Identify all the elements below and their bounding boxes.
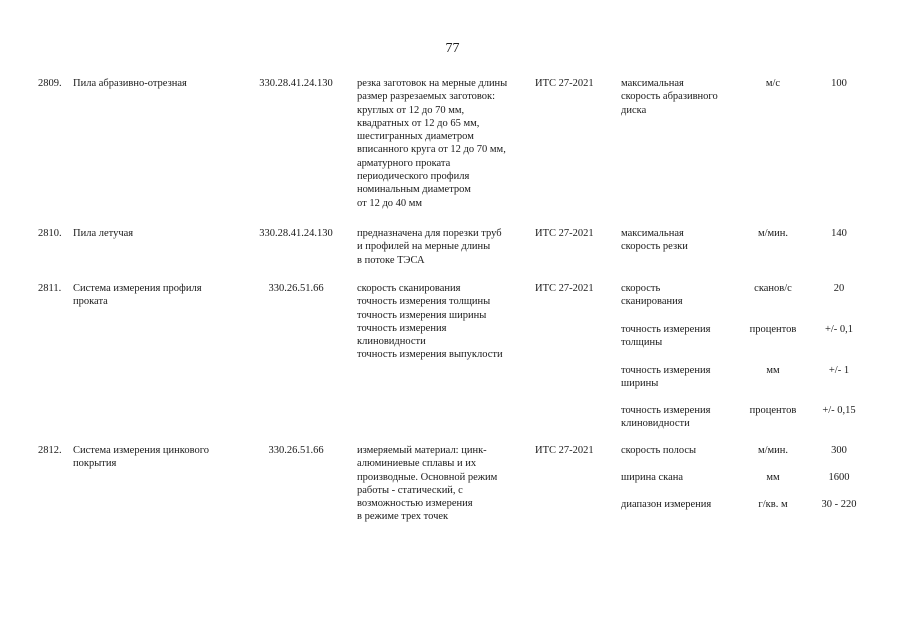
parameter-name: ширина скана <box>621 472 684 483</box>
page-number: 77 <box>445 41 460 56</box>
parameter-unit: процентов <box>749 324 797 335</box>
equipment-name: Пила абразивно-отрезная <box>73 78 187 89</box>
parameter-name: скорость полосы <box>621 445 697 456</box>
description: измеряемый материал: цинк- алюминиевые сплавы и их производные. Основной режим работы - статический, с возможностью измерения в режиме трех точек <box>357 445 498 523</box>
its-reference: ИТС 27-2021 <box>535 78 594 89</box>
okpd-code: 330.28.41.24.130 <box>259 78 333 89</box>
parameter-unit: мм <box>766 472 780 483</box>
parameter-name: скорость сканирования <box>621 283 683 308</box>
description: резка заготовок на мерные длины размер разрезаемых заготовок: круглых от 12 до 70 мм, квадратных от 12 до 65 мм, шестигранных диаметром вписанного круга от 12 до 70 мм, арматурного проката периодического профиля номинальным диаметром от 12 до 40 мм <box>357 78 508 209</box>
parameter-name: точность измерения ширины <box>621 365 711 390</box>
parameter-unit: процентов <box>749 405 797 416</box>
parameter-value: 100 <box>831 78 847 89</box>
parameter-name: максимальная скорость резки <box>621 228 688 253</box>
equipment-name: Система измерения цинкового покрытия <box>73 445 210 470</box>
okpd-code: 330.26.51.66 <box>268 283 324 294</box>
parameter-unit: мм <box>766 365 780 376</box>
parameter-value: 30 - 220 <box>821 499 857 510</box>
parameter-value: 300 <box>831 445 847 456</box>
description: предназначена для порезки труб и профилей на мерные длины в потоке ТЭСА <box>357 228 502 266</box>
equipment-name: Пила летучая <box>73 228 134 239</box>
parameter-unit: сканов/с <box>754 283 792 294</box>
its-reference: ИТС 27-2021 <box>535 283 594 294</box>
parameter-unit: м/мин. <box>757 228 789 239</box>
parameter-name: точность измерения толщины <box>621 324 711 349</box>
its-reference: ИТС 27-2021 <box>535 445 594 456</box>
row-number: 2811. <box>38 283 62 294</box>
parameter-value: 1600 <box>828 472 850 483</box>
row-number: 2810. <box>38 228 62 239</box>
row-number: 2812. <box>38 445 62 456</box>
okpd-code: 330.26.51.66 <box>268 445 324 456</box>
parameter-value: +/- 0,1 <box>824 324 854 335</box>
description: скорость сканирования точность измерения толщины точность измерения ширины точность измерения клиновидности точность измерения выпуклости <box>357 283 503 361</box>
parameter-unit: г/кв. м <box>758 499 788 510</box>
parameter-unit: м/с <box>765 78 781 89</box>
okpd-code: 330.28.41.24.130 <box>259 228 333 239</box>
parameter-value: 20 <box>833 283 845 294</box>
parameter-unit: м/мин. <box>757 445 789 456</box>
parameter-value: 140 <box>831 228 847 239</box>
equipment-name: Система измерения профиля проката <box>73 283 202 308</box>
its-reference: ИТС 27-2021 <box>535 228 594 239</box>
parameter-name: точность измерения клиновидности <box>621 405 711 430</box>
parameter-value: +/- 0,15 <box>822 405 856 416</box>
parameter-value: +/- 1 <box>828 365 850 376</box>
row-number: 2809. <box>38 78 62 89</box>
parameter-name: диапазон измерения <box>621 499 712 510</box>
parameter-name: максимальная скорость абразивного диска <box>621 78 718 116</box>
